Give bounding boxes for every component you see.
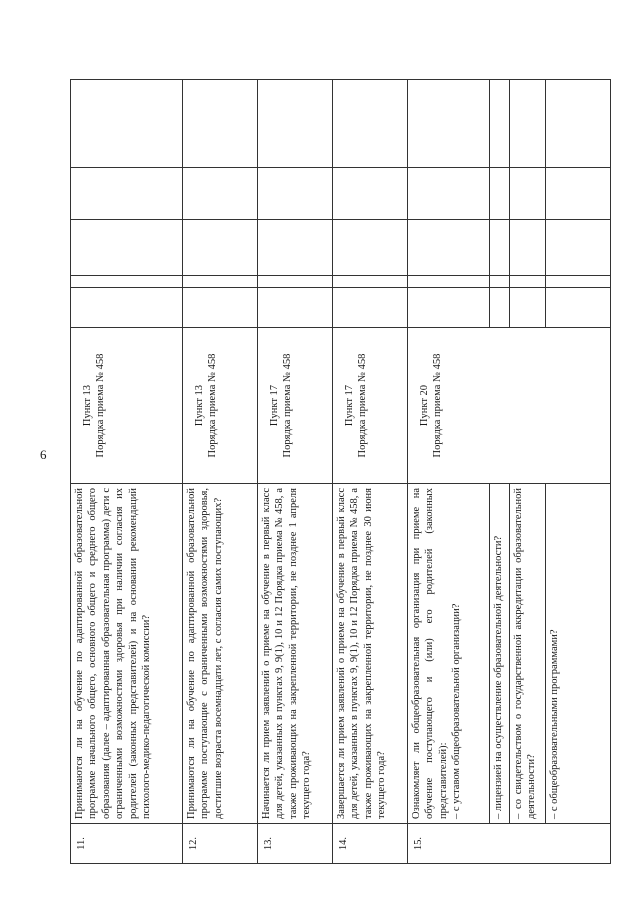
row-number: 14.: [333, 824, 408, 864]
table-row: [183, 80, 258, 864]
legal-reference: Пункт 20 Порядка приема № 458: [408, 328, 611, 484]
table-row: [258, 80, 333, 864]
answer-cell: [408, 168, 490, 220]
table-row: [408, 80, 490, 864]
answer-cell: [546, 276, 611, 288]
answer-cell: [408, 220, 490, 276]
legal-reference: Пункт 13 Порядка приема № 458: [183, 328, 258, 484]
question-text: Принимаются ли на обучение по адаптированной образовательной программе поступающие с ограниченными возможностями здоровья, достигшие возраста восемнадцати лет, с согласия самих поступающих?: [183, 484, 258, 824]
answer-cell: [258, 220, 333, 276]
row-number: 12.: [183, 824, 258, 864]
remarks-cell: [333, 80, 408, 168]
answer-cell: [490, 276, 510, 288]
answer-cell: [408, 288, 490, 328]
answer-cell: [490, 288, 510, 328]
answer-cell: [183, 220, 258, 276]
answer-cell: [333, 220, 408, 276]
checklist-table: [70, 79, 611, 864]
question-subitem: – лицензией на осуществление образовательной деятельности?: [490, 484, 510, 824]
answer-cell: [333, 168, 408, 220]
answer-cell: [183, 288, 258, 328]
answer-cell: [510, 220, 546, 276]
remarks-cell: [490, 80, 510, 168]
question-subitem: – с общеобразовательными программами?: [546, 484, 611, 824]
answer-cell: [183, 168, 258, 220]
legal-reference: Пункт 13 Порядка приема № 458: [71, 328, 183, 484]
answer-cell: [546, 288, 611, 328]
table-row: [71, 80, 183, 864]
row-number: 11.: [71, 824, 183, 864]
answer-cell: [546, 220, 611, 276]
answer-cell: [510, 168, 546, 220]
answer-cell: [183, 276, 258, 288]
answer-cell: [333, 276, 408, 288]
question-text: Начинается ли прием заявлений о приеме на обучение в первый класс для детей, указанных в пунктах 9, 9(1), 10 и 12 Порядка приема № 458, а также проживающих на закрепленной территории, не позднее 1 апреля текущего года?: [258, 484, 333, 824]
row-number: 15.: [408, 824, 611, 864]
answer-cell: [258, 288, 333, 328]
table-row: [333, 80, 408, 864]
answer-cell: [490, 168, 510, 220]
answer-cell: [258, 276, 333, 288]
answer-cell: [510, 288, 546, 328]
answer-cell: [408, 276, 490, 288]
answer-cell: [546, 168, 611, 220]
answer-cell: [71, 220, 183, 276]
question-text: Принимаются ли на обучение по адаптированной образовательной программе начального общего, основного общего и среднего общего образования (далее – адаптированная образовательная программа) дети с ограниченными возможностями здоровья при наличии согласия их родителей (законных представителей) и на основании рекомендаций психолого-медико-педагогической комиссии?: [71, 484, 183, 824]
answer-cell: [490, 220, 510, 276]
legal-reference: Пункт 17 Порядка приема № 458: [333, 328, 408, 484]
checklist-table-wrapper: [70, 80, 610, 864]
row-number: 13.: [258, 824, 333, 864]
answer-cell: [333, 288, 408, 328]
remarks-cell: [71, 80, 183, 168]
remarks-cell: [408, 80, 490, 168]
legal-reference: Пункт 17 Порядка приема № 458: [258, 328, 333, 484]
answer-cell: [258, 168, 333, 220]
question-text: Ознакомляет ли общеобразовательная организация при приеме на обучение поступающего и (или) его родителей (законных представителей): – с уставом общеобразовательной организации?: [408, 484, 490, 824]
remarks-cell: [510, 80, 546, 168]
question-text: Завершается ли прием заявлений о приеме на обучение в первый класс для детей, указанных в пунктах 9, 9(1), 10 и 12 Порядка приема № 458, а также проживающих на закрепленной территории, не позднее 30 июня текущего года?: [333, 484, 408, 824]
answer-cell: [71, 288, 183, 328]
answer-cell: [71, 168, 183, 220]
page-number: 6: [40, 447, 47, 462]
remarks-cell: [546, 80, 611, 168]
remarks-cell: [258, 80, 333, 168]
remarks-cell: [183, 80, 258, 168]
question-subitem: – со свидетельством о государственной аккредитации образовательной деятельности?: [510, 484, 546, 824]
answer-cell: [510, 276, 546, 288]
answer-cell: [71, 276, 183, 288]
